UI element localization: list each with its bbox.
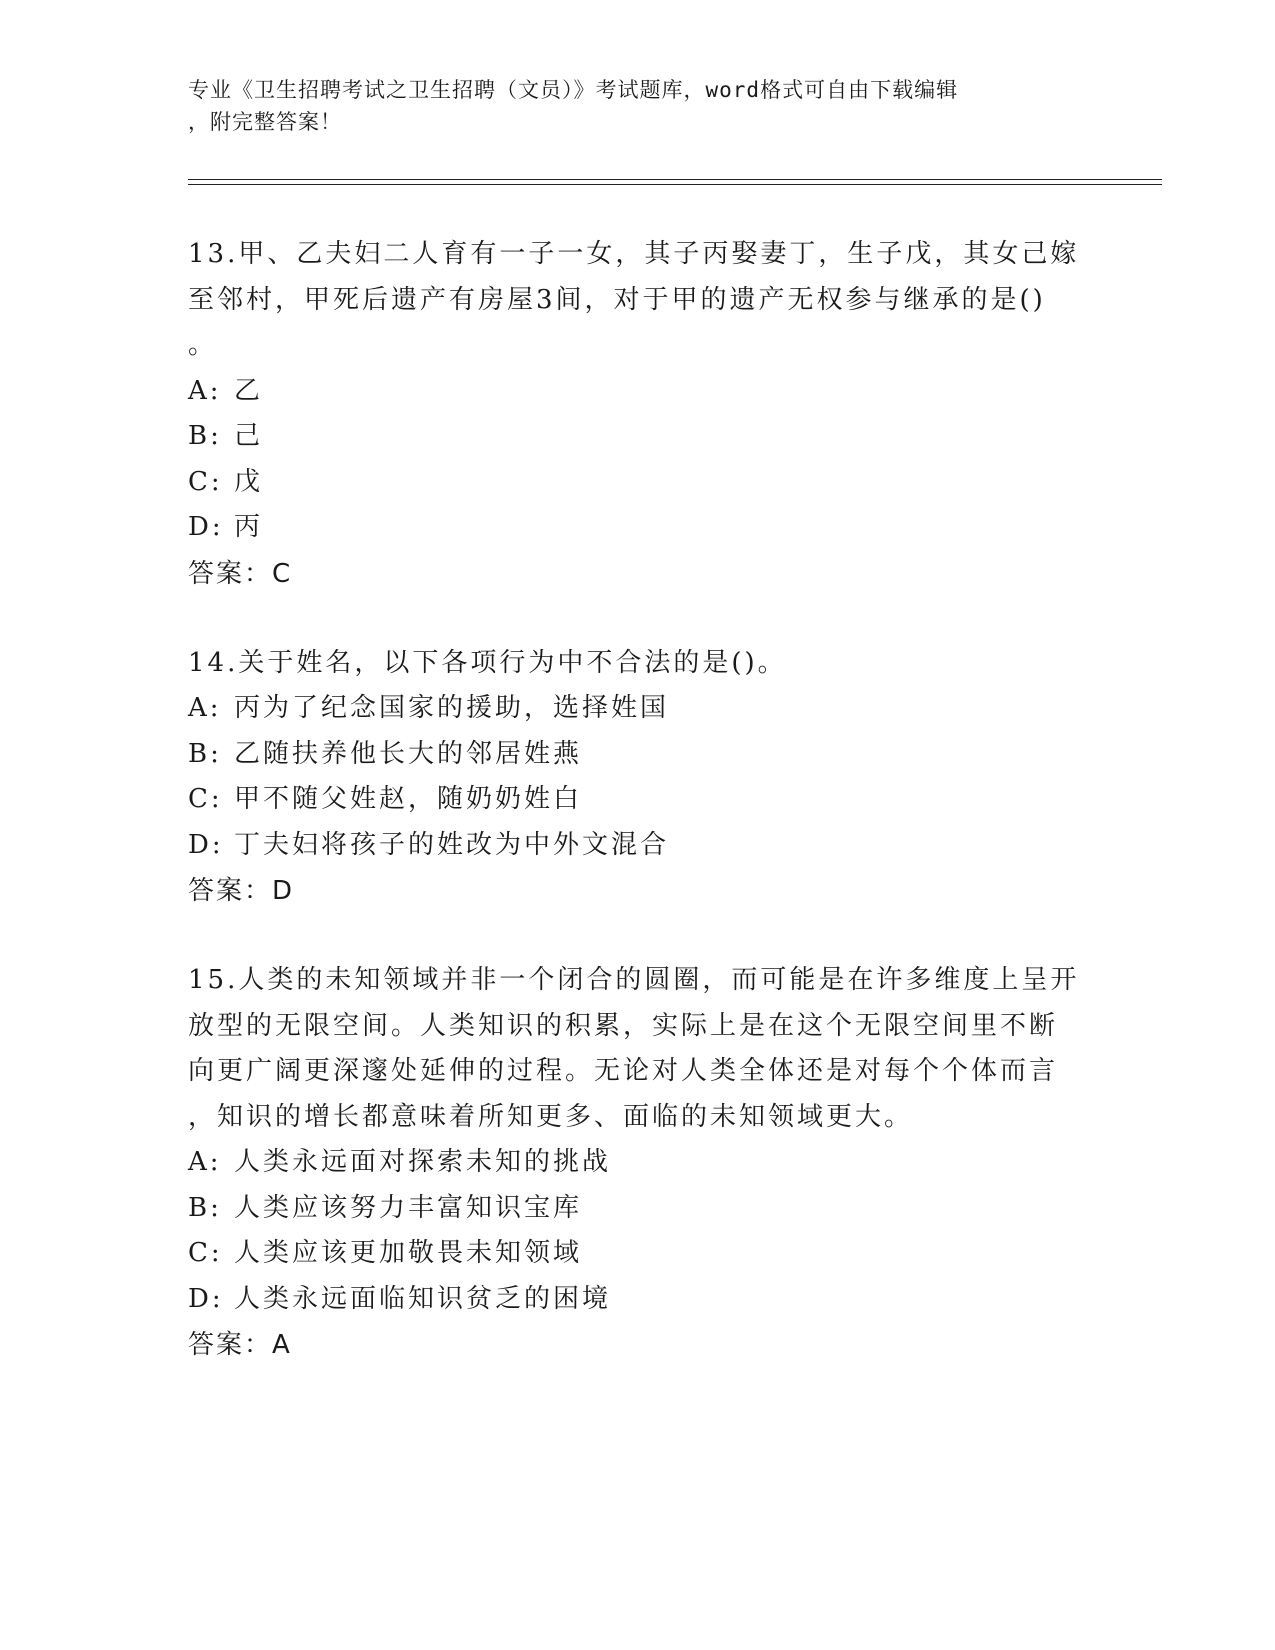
question-15 (188, 958, 1088, 1368)
option-text: 己 (234, 421, 264, 451)
option-text: 丙 (234, 512, 264, 542)
option-c (188, 460, 1088, 506)
option-text: 甲不随父姓赵，随奶奶姓白 (234, 784, 583, 814)
option-letter: B: (188, 421, 222, 451)
option-letter: A: (188, 1147, 222, 1177)
stem-line: 向更广阔更深邃处延伸的过程。无论对人类全体还是对每个个体而言 (188, 1056, 1059, 1086)
stem-line: 13.甲、乙夫妇二人育有一子一女，其子丙娶妻丁，生子戊，其女己嫁 (188, 239, 1080, 269)
stem-line: 14.关于姓名，以下各项行为中不合法的是()。 (188, 647, 787, 678)
option-letter: D: (188, 512, 224, 542)
document-header (188, 74, 1088, 138)
option-b (188, 414, 1088, 460)
header-line-2: ，附完整答案！ (188, 110, 342, 134)
option-letter: A: (188, 375, 222, 406)
stem-line: 15.人类的未知领域并非一个闭合的圆圈，而可能是在许多维度上呈开 (188, 965, 1080, 995)
header-divider-top (188, 179, 1162, 180)
answer-line: 答案：C (188, 558, 293, 589)
answer-line: 答案：A (188, 1330, 292, 1360)
question-14 (188, 641, 1088, 915)
option-d (188, 505, 1088, 551)
option-c (188, 777, 1088, 823)
option-c (188, 1231, 1088, 1277)
option-text: 乙 (234, 375, 264, 406)
option-letter: B: (188, 1192, 222, 1223)
option-letter: D: (188, 829, 224, 860)
option-d (188, 823, 1088, 869)
option-b (188, 732, 1088, 778)
option-text: 人类应该努力丰富知识宝库 (234, 1192, 583, 1223)
option-a (188, 686, 1088, 732)
option-text: 丁夫妇将孩子的姓改为中外文混合 (234, 829, 670, 860)
option-a (188, 369, 1088, 415)
option-letter: C: (188, 466, 223, 497)
option-text: 人类永远面临知识贫乏的困境 (234, 1283, 612, 1314)
option-d (188, 1277, 1088, 1323)
option-text: 丙为了纪念国家的援助，选择姓国 (234, 693, 670, 723)
option-a (188, 1140, 1088, 1186)
stem-line: ，知识的增长都意味着所知更多、面临的未知领域更大。 (188, 1101, 914, 1132)
option-letter: B: (188, 738, 222, 769)
question-list (188, 232, 1088, 1368)
header-divider-bottom (188, 184, 1162, 185)
stem-line: 至邻村，甲死后遗产有房屋3间，对于甲的遗产无权参与继承的是() (188, 284, 1046, 315)
question-13 (188, 232, 1088, 597)
option-letter: C: (188, 1238, 223, 1268)
header-line-1: 专业《卫生招聘考试之卫生招聘（文员）》考试题库，word格式可自由下载编辑 (188, 78, 959, 102)
option-letter: D: (188, 1283, 224, 1314)
answer-line: 答案：D (188, 876, 295, 906)
stem-line: 放型的无限空间。人类知识的积累，实际上是在这个无限空间里不断 (188, 1010, 1059, 1041)
option-text: 戊 (234, 466, 264, 497)
question-stem (188, 641, 1088, 687)
option-text: 人类永远面对探索未知的挑战 (234, 1147, 612, 1177)
option-text: 乙随扶养他长大的邻居姓燕 (234, 738, 583, 769)
question-stem (188, 232, 1088, 369)
option-letter: C: (188, 784, 223, 814)
option-letter: A: (188, 693, 222, 723)
stem-line: 。 (188, 330, 218, 360)
question-stem (188, 958, 1088, 1140)
option-text: 人类应该更加敬畏未知领域 (234, 1238, 583, 1268)
option-b (188, 1186, 1088, 1232)
